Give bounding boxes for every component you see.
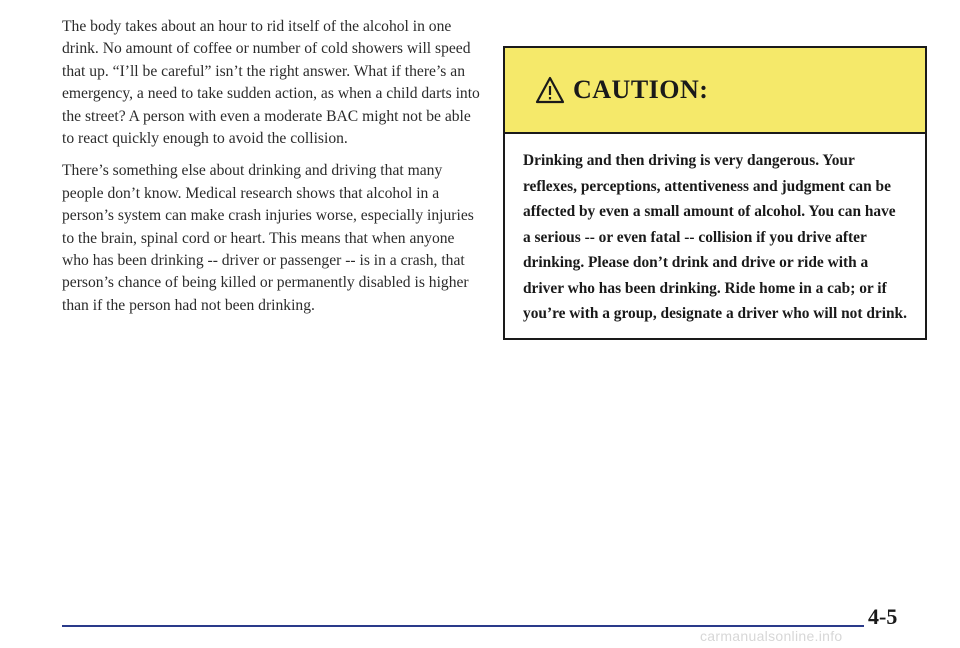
warning-triangle-icon: [535, 76, 565, 104]
watermark: carmanualsonline.info: [700, 628, 843, 644]
paragraph-crash-injuries: There’s something else about drinking and driving that many people don’t know. Medical research shows that alcohol in a person’s system can make crash injuries worse, especially injuries to the brain, spinal cord or heart. This means that when anyone who has been drinking -- driver or passenger -- is in a crash, that person’s chance of being killed or permanently disabled is higher than if the person had not been drinking.: [62, 162, 474, 314]
paragraph-alcohol-elimination: The body takes about an hour to rid itself of the alcohol in one drink. No amount of coffee or number of cold showers will speed that up. “I’ll be careful” isn’t the right answer. What if there’s an emergency, a need to take sudden action, as when a child darts into the street? A person with even a moderate BAC might not be able to react quickly enough to avoid the collision.: [62, 18, 480, 148]
page-number: 4-5: [868, 604, 898, 629]
body-text-column: [62, 16, 482, 327]
caution-text: Drinking and then driving is very dangerous. Your reflexes, perceptions, attentiveness and judgment can be affected by even a small amount of alcohol. You can have a serious -- or even fatal -- collision if you drive after drinking. Please don’t drink and drive or ride with a driver who has been drinking. Ride home in a cab; or if you’re with a group, designate a driver who will not drink.: [523, 152, 907, 322]
caution-box: [503, 46, 927, 340]
caution-header: [505, 48, 925, 134]
footer-rule: [62, 625, 864, 627]
caution-title: CAUTION:: [573, 75, 709, 104]
